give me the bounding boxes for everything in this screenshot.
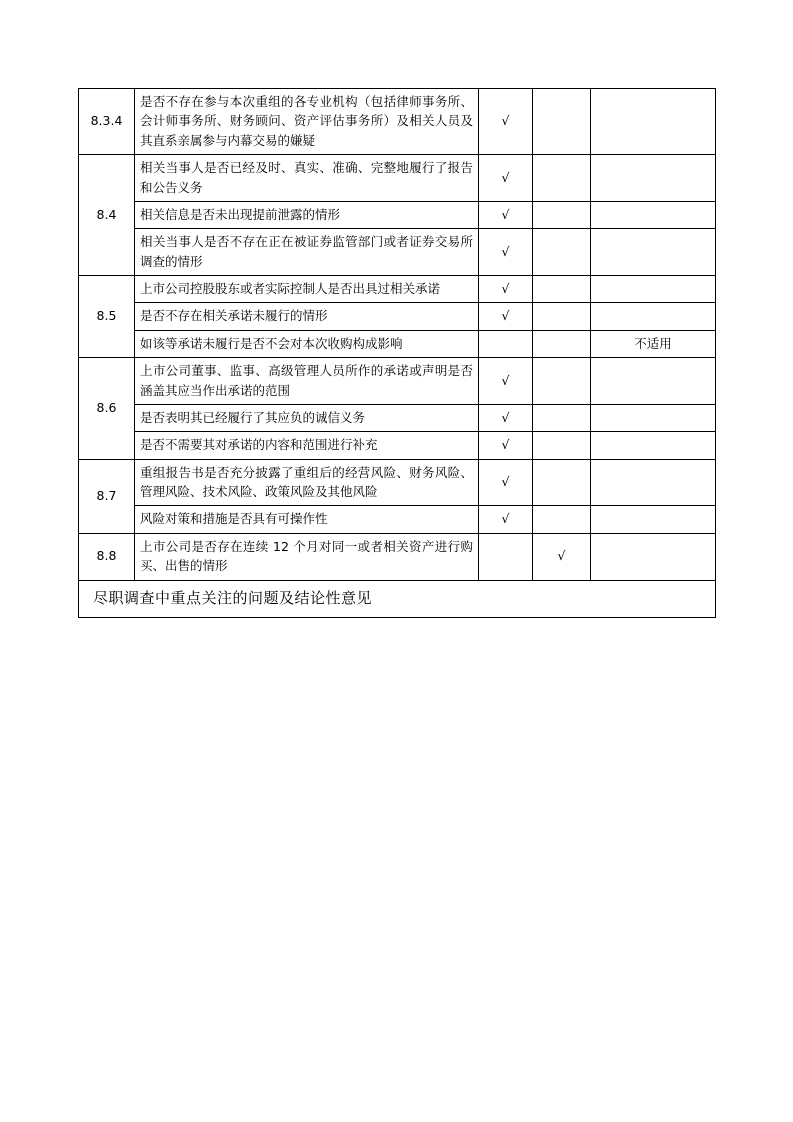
footer-title: 尽职调查中重点关注的问题及结论性意见: [79, 580, 716, 617]
row-na-text: [591, 358, 716, 405]
row-yes-mark: √: [479, 358, 533, 405]
row-item-text: 上市公司是否存在连续 12 个月对同一或者相关资产进行购买、出售的情形: [135, 533, 479, 580]
row-item-text: 上市公司控股股东或者实际控制人是否出具过相关承诺: [135, 276, 479, 303]
row-number: 8.6: [79, 358, 135, 460]
row-no-mark: [533, 201, 591, 228]
row-no-mark: [533, 330, 591, 357]
row-no-mark: [533, 432, 591, 459]
row-na-text: [591, 276, 716, 303]
row-number: 8.8: [79, 533, 135, 580]
table-row: [79, 155, 716, 202]
table-row: [79, 276, 716, 303]
row-na-text: [591, 459, 716, 506]
row-na-text: [591, 89, 716, 155]
row-no-mark: [533, 89, 591, 155]
row-na-text: [591, 303, 716, 330]
row-yes-mark: √: [479, 201, 533, 228]
table-row: [79, 303, 716, 330]
row-no-mark: [533, 155, 591, 202]
row-na-text: 不适用: [591, 330, 716, 357]
row-na-text: [591, 229, 716, 276]
row-yes-mark: √: [479, 432, 533, 459]
row-no-mark: [533, 404, 591, 431]
table-row: [79, 330, 716, 357]
row-yes-mark: √: [479, 506, 533, 533]
table-row: [79, 89, 716, 155]
row-yes-mark: √: [479, 89, 533, 155]
row-number: 8.3.4: [79, 89, 135, 155]
row-yes-mark: [479, 330, 533, 357]
row-number: 8.4: [79, 155, 135, 276]
row-item-text: 相关当事人是否不存在正在被证券监管部门或者证券交易所调查的情形: [135, 229, 479, 276]
row-na-text: [591, 404, 716, 431]
row-no-mark: [533, 303, 591, 330]
row-na-text: [591, 506, 716, 533]
row-item-text: 是否表明其已经履行了其应负的诚信义务: [135, 404, 479, 431]
row-yes-mark: √: [479, 459, 533, 506]
row-yes-mark: √: [479, 404, 533, 431]
row-no-mark: [533, 358, 591, 405]
table-row: [79, 506, 716, 533]
row-yes-mark: √: [479, 303, 533, 330]
row-yes-mark: [479, 533, 533, 580]
row-na-text: [591, 432, 716, 459]
table-row: [79, 432, 716, 459]
row-item-text: 重组报告书是否充分披露了重组后的经营风险、财务风险、管理风险、技术风险、政策风险及其他风险: [135, 459, 479, 506]
row-yes-mark: √: [479, 155, 533, 202]
table-row: [79, 533, 716, 580]
row-no-mark: [533, 276, 591, 303]
row-item-text: 风险对策和措施是否具有可操作性: [135, 506, 479, 533]
row-yes-mark: √: [479, 229, 533, 276]
row-no-mark: √: [533, 533, 591, 580]
row-no-mark: [533, 459, 591, 506]
row-na-text: [591, 155, 716, 202]
row-no-mark: [533, 229, 591, 276]
row-item-text: 是否不存在相关承诺未履行的情形: [135, 303, 479, 330]
row-item-text: 是否不存在参与本次重组的各专业机构（包括律师事务所、会计师事务所、财务顾问、资产评估事务所）及相关人员及其直系亲属参与内幕交易的嫌疑: [135, 89, 479, 155]
table-row: [79, 358, 716, 405]
row-yes-mark: √: [479, 276, 533, 303]
row-item-text: 上市公司董事、监事、高级管理人员所作的承诺或声明是否涵盖其应当作出承诺的范围: [135, 358, 479, 405]
due-diligence-checklist-table: [78, 88, 716, 618]
row-number: 8.7: [79, 459, 135, 533]
table-footer-row: [79, 580, 716, 617]
row-item-text: 是否不需要其对承诺的内容和范围进行补充: [135, 432, 479, 459]
row-item-text: 如该等承诺未履行是否不会对本次收购构成影响: [135, 330, 479, 357]
table-row: [79, 201, 716, 228]
row-no-mark: [533, 506, 591, 533]
checklist-table-container: [78, 88, 715, 618]
row-na-text: [591, 201, 716, 228]
table-row: [79, 229, 716, 276]
row-na-text: [591, 533, 716, 580]
row-item-text: 相关当事人是否已经及时、真实、准确、完整地履行了报告和公告义务: [135, 155, 479, 202]
table-row: [79, 459, 716, 506]
table-row: [79, 404, 716, 431]
row-item-text: 相关信息是否未出现提前泄露的情形: [135, 201, 479, 228]
row-number: 8.5: [79, 276, 135, 358]
